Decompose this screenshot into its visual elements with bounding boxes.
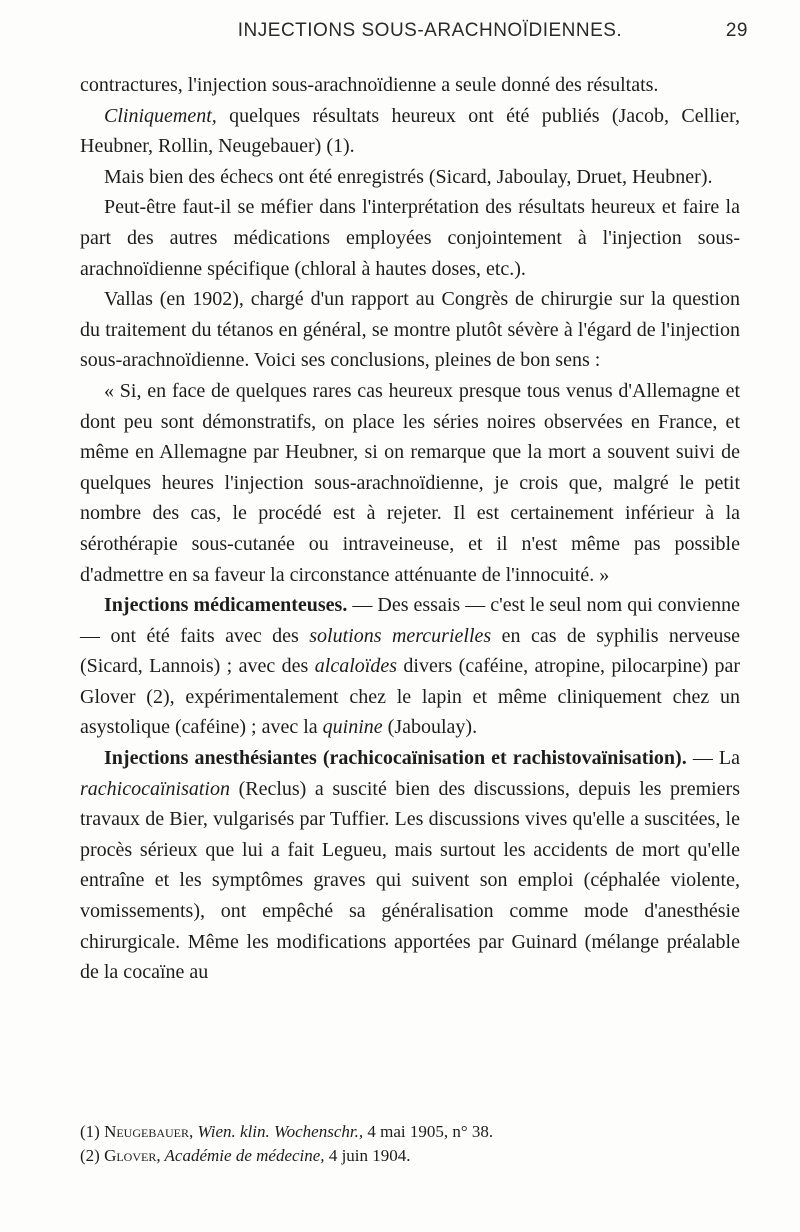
section-heading: Injections médicamenteuses. — [104, 594, 348, 617]
section-heading: Injections anesthésiantes (rachicocaïnisation et rachistovaïnisation). — [104, 747, 687, 770]
paragraph-text: (Reclus) a suscité bien des discussions, depuis les premiers travaux de Bier, vulgarisés par Tuffier. Les discussions vives qu'elle a suscitées, le procès sérieux que lui a fait Legueu, mais surtout les accidents de mort qu'elle entraîne et les symptômes graves qui suivent son emploi (céphalée violente, vomissements), ont empêché sa généralisation comme mode d'anesthésie chirurgicale. Même les modifications apportées par Guinard (mélange préalable de la cocaïne au — [80, 777, 740, 984]
paragraph-text: quelques résultats heureux ont été publiés (Jacob, Cellier, Heubner, Rollin, Neugebauer) (1). — [80, 104, 740, 158]
italic-term: alcaloïdes — [314, 655, 397, 678]
paragraph-text: contractures, l'injection sous-arachnoïdienne a seule donné des résultats. — [80, 74, 659, 96]
footnote-author: Glover, — [104, 1146, 161, 1165]
page-number: 29 — [725, 20, 748, 41]
paragraph-vallas — [80, 284, 740, 376]
page-title: INJECTIONS SOUS-ARACHNOÏDIENNES. — [237, 20, 623, 41]
footnote-author: Neugebauer, — [104, 1122, 194, 1141]
footnote-marker: (2) — [80, 1146, 105, 1165]
paragraph-clinical — [80, 101, 740, 162]
footnote-2 — [80, 1144, 740, 1168]
paragraph-text: — Des essais — c'est le seul nom qui convienne — ont été faits avec des — [80, 594, 740, 647]
paragraph-text: Mais bien des échecs ont été enregistrés (Sicard, Jaboulay, Druet, Heubner). — [104, 165, 713, 188]
footnote-text: 4 mai 1905, n° 38. — [363, 1122, 494, 1141]
paragraph-anesthesiantes — [80, 743, 740, 988]
footnote-text: 4 juin 1904. — [324, 1146, 411, 1165]
footnote-journal: Académie de médecine, — [160, 1146, 325, 1165]
italic-term: rachicocaïnisation — [80, 777, 230, 800]
italic-term: quinine — [322, 716, 383, 739]
running-header — [72, 20, 748, 50]
paragraph-text: divers (caféine, atropine, pilocarpine) par Glover (2), expérimentalement chez le lapin et même cliniquement chez un asystolique (caféine) ; avec la — [80, 655, 740, 739]
footnote-journal: Wien. klin. Wochenschr., — [193, 1122, 364, 1141]
paragraph-continuation — [80, 70, 740, 101]
paragraph-text: en cas de syphilis nerveuse (Sicard, Lannois) ; avec des — [80, 624, 741, 678]
paragraph-text: (Jaboulay). — [382, 716, 478, 739]
main-text — [80, 70, 740, 988]
paragraph-text: Vallas (en 1902), chargé d'un rapport au Congrès de chirurgie sur la question du traitement du tétanos en général, se montre plutôt sévère à l'égard de l'injection sous-arachnoïdienne. Voici ses conclusions, pleines de bon sens : — [80, 288, 740, 372]
paragraph-text: — La — [686, 747, 741, 770]
paragraph-medicamenteuses — [80, 590, 740, 743]
footnote-marker: (1) — [80, 1122, 105, 1141]
paragraph-failures — [80, 162, 740, 193]
paragraph-lead: Cliniquement, — [104, 104, 217, 127]
paragraph-text: « Si, en face de quelques rares cas heureux presque tous venus d'Allemagne et dont peu sont démonstratifs, on place les séries noires observées en France, et même en Allemagne par Heubner, si on remarque que la mort a souvent suivi de quelques heures l'injection sous-arachnoïdienne, je crois que, malgré le petit nombre des cas, le procédé est à rejeter. Il est certainement inférieur à la sérothérapie sous-cutanée ou intraveineuse, et il n'est même pas possible d'admettre en sa faveur la circonstance atténuante de l'innocuité. » — [80, 379, 740, 586]
paragraph-quotation — [80, 376, 740, 590]
footnote-1 — [80, 1120, 740, 1144]
footnotes — [80, 1120, 740, 1168]
paragraph-interpretation — [80, 192, 740, 284]
italic-term: solutions mercurielles — [309, 624, 492, 647]
paragraph-text: Peut-être faut-il se méfier dans l'interprétation des résultats heureux et faire la part des autres médications employées conjointement à l'injection sous-arachnoïdienne spécifique (chloral à hautes doses, etc.). — [80, 196, 740, 280]
